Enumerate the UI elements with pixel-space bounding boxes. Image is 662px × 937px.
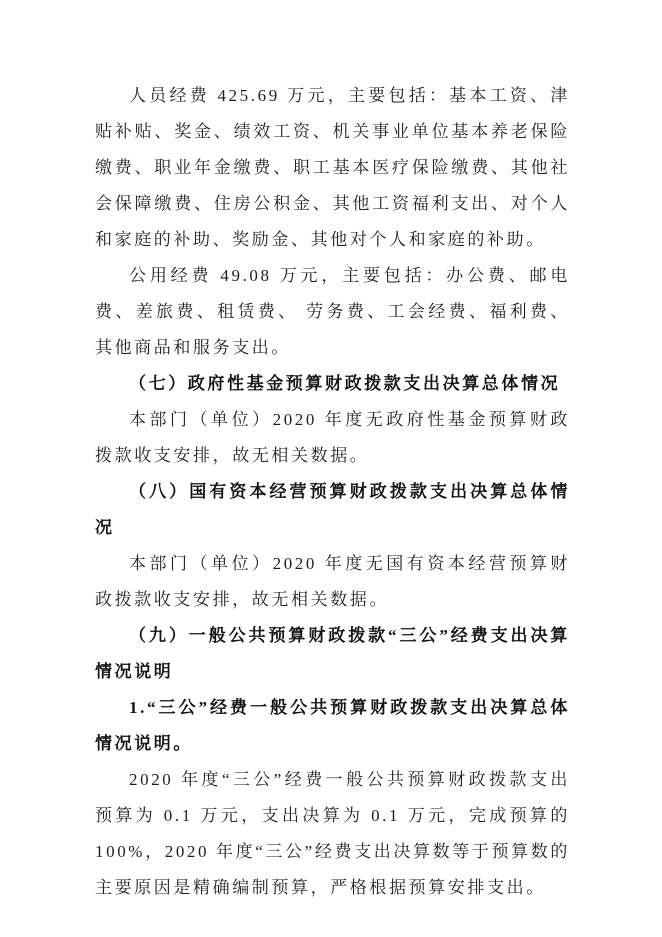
heading-section-9-item-1: 1.“三公”经费一般公共预算财政拨款支出决算总体情况说明。 xyxy=(95,698,570,753)
heading-section-9-three-public-expenses: （九）一般公共预算财政拨款“三公”经费支出决算情况说明 xyxy=(95,626,570,681)
heading-section-7-government-fund-budget: （七）政府性基金预算财政拨款支出决算总体情况 xyxy=(129,374,561,393)
paragraph-section-9-body: 2020 年度“三公”经费一般公共预算财政拨款支出预算为 0.1 万元，支出决算为 0.1 万元，完成预算的 100%，2020 年度“三公”经费支出决算数等于预算数的主要原因是精确编制预算，严格根据预算安排支出。 xyxy=(95,770,570,897)
heading-section-8-state-capital-budget: （八）国有资本经营预算财政拨款支出决算总体情况 xyxy=(95,482,570,537)
paragraph-public-expense: 公用经费 49.08 万元，主要包括：办公费、邮电费、差旅费、租赁费、 劳务费、工会经费、福利费、其他商品和服务支出。 xyxy=(95,266,570,357)
paragraph-section-8-body: 本部门（单位）2020 年度无国有资本经营预算财政拨款收支安排，故无相关数据。 xyxy=(95,554,570,609)
paragraph-personnel-expense: 人员经费 425.69 万元，主要包括：基本工资、津贴补贴、奖金、绩效工资、机关事业单位基本养老保险缴费、职业年金缴费、职工基本医疗保险缴费、其他社会保障缴费、住房公积金、其他工资福利支出、对个人和家庭的补助、奖励金、其他对个人和家庭的补助。 xyxy=(95,86,570,249)
paragraph-section-7-body: 本部门（单位）2020 年度无政府性基金预算财政拨款收支安排，故无相关数据。 xyxy=(95,410,570,465)
